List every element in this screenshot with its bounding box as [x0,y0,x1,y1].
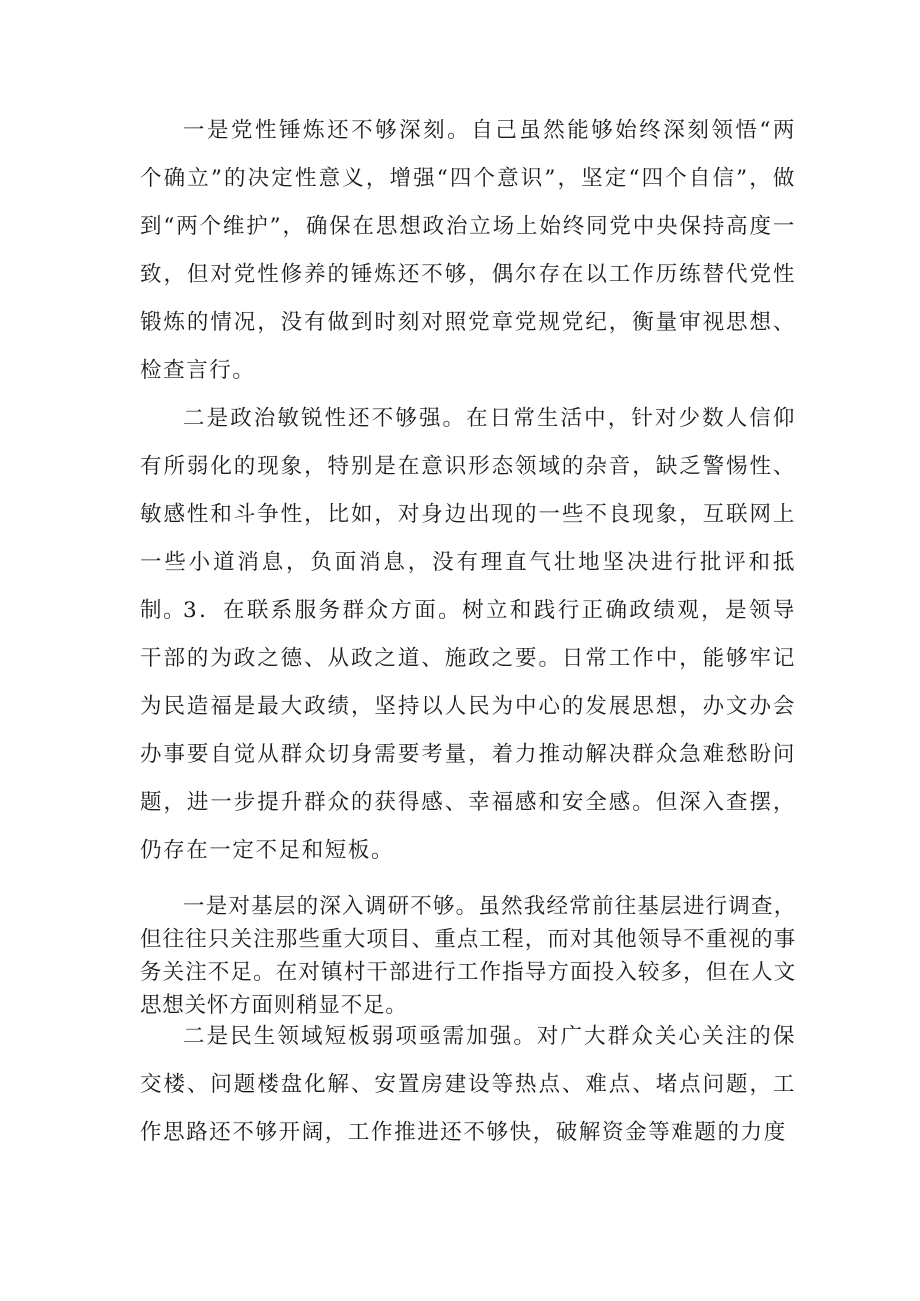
paragraph-livelihood-shortcomings: 二是民生领域短板弱项亟需加强。对广大群众关心关注的保交楼、问题楼盘化解、安置房建设等热点、难点、堵点问题，工作思路还不够开阔，工作推进还不够快，破解资金等难题的力度 [140,1024,796,1145]
paragraph-grassroots-research: 一是对基层的深入调研不够。虽然我经常前往基层进行调查，但往往只关注那些重大项目、重点工程，而对其他领导不重视的事务关注不足。在对镇村干部进行工作指导方面投入较多，但在人文思想关怀方面则稍显不足。 [140,894,796,1018]
paragraph-serving-masses: 3．在联系服务群众方面。树立和践行正确政绩观，是领导干部的为政之德、从政之道、施政之要。日常工作中，能够牢记为民造福是最大政绩，坚持以人民为中心的发展思想，办文办会办事要自觉从群众切身需要考量，着力推动解决群众急难愁盼问题，进一步提升群众的获得感、幸福感和安全感。但深入查摆，仍存在一定不足和短板。 [140,598,796,863]
paragraph-party-spirit: 一是党性锤炼还不够深刻。自己虽然能够始终深刻领悟“两个确立”的决定性意义，增强“四个意识”，坚定“四个自信”，做到“两个维护”，确保在思想政治立场上始终同党中央保持高度一致，但对党性修养的锤炼还不够，偶尔存在以工作历练替代党性锻炼的情况，没有做到时刻对照党章党规党纪，衡量审视思想、检查言行。 [140,118,796,383]
paragraph-political-sensitivity: 二是政治敏锐性还不够强。在日常生活中，针对少数人信仰有所弱化的现象，特别是在意识形态领域的杂音，缺乏警惕性、敏感性和斗争性，比如，对身边出现的一些不良现象，互联网上一些小道消息，负面消息，没有理直气壮地坚决进行批评和抵制。 [140,406,796,623]
